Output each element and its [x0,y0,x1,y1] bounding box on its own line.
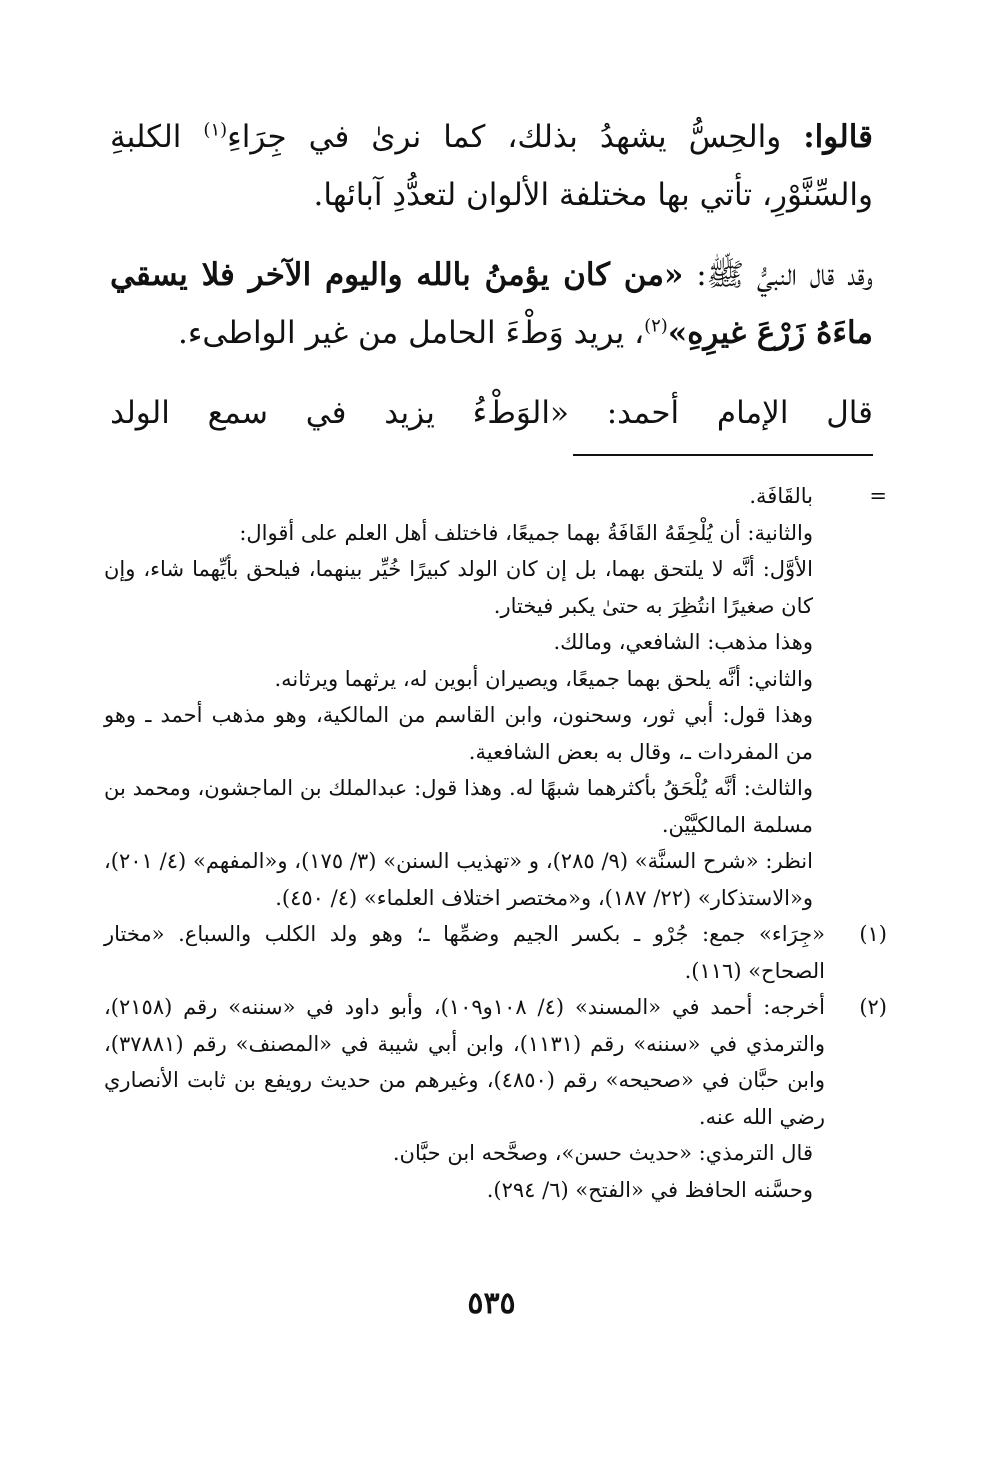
paragraph-1 [110,108,873,224]
main-text [110,108,873,442]
word: أحمد: [606,395,680,431]
footnote-2 [104,989,887,1208]
footnote-line: والثالث: أنَّه يُلْحَقُ بأكثرهما شبهًا له. وهذا قول: عبدالملك بن الماجشون، ومحمد بن مسلمة المالكيَّيْن. [104,776,813,837]
footnote-text: أخرجه: أحمد في «المسند» (٤/ ١٠٨و١٠٩)، وأبو داود في «سننه» رقم (٢١٥٨)، والترمذي في «سننه» رقم (١١٣١)، وابن أبي شيبة في «المصنف» رقم (٣٧٨٨١)، وابن حبَّان في «صحيحه» رقم (٤٨٥٠)، وغيرهم من حديث رويفع بن ثابت الأنصاري رضي الله عنه. [104,995,825,1129]
footnote-line: الأوَّل: أنَّه لا يلتحق بهما، بل إن كان الولد كبيرًا خُيِّر بينهما، فيلحق بأيِّهما شاء، وإن كان صغيرًا انتُظِرَ به حتىٰ يكبر فيختار. [104,557,813,618]
paragraph-2-text-2: ، يريد وَطْءَ الحامل من غير الواطىء. [178,315,645,351]
word: قال [826,395,873,431]
footnote-line: والثاني: أنَّه يلحق بهما جميعًا، ويصيران أبوين له، يرثهما ويرثانه. [274,666,813,691]
paragraph-2 [110,246,873,362]
word: الإمام [716,395,789,431]
paragraph-2-text: وقد قال النبيُّ ﷺ: [696,257,873,293]
footnote-text: قال الترمذي: «حديث حسن»، وصحَّحه ابن حبَّان. [392,1141,813,1165]
footnotes [104,478,887,1208]
paragraph-1-text-2: الكلبةِ والسِّنَّوْرِ، تأتي بها مختلفة الألوان لتعدُّدِ آبائها. [110,119,873,213]
footnote-line: وهذا مذهب: الشافعي، ومالك. [553,630,813,654]
footnote-text: «جِرَاء» جمع: جُرْو ـ بكسر الجيم وضمِّها ـ؛ وهو ولد الكلب والسباع. «مختار الصحاح» (١١٦). [104,922,825,983]
footnote-ref-1: (١) [203,119,228,141]
page-number: ٥٣٥ [467,1286,516,1321]
word: الولد [110,395,170,431]
continuation-marker: = [869,484,887,508]
footnote-separator [573,454,873,456]
paragraph-1-label: قالوا: [803,119,873,155]
footnote-line: والثانية: أن يُلْحِقَهُ القَافَةُ بهما جميعًا، فاختلف أهل العلم على أقوال: [239,520,813,545]
paragraph-1-text: والحِسُّ يشهدُ بذلك، كما نرىٰ في جِرَاءِ [227,119,782,155]
paragraph-3 [110,384,873,442]
footnote-line: بالقَافَة. [749,484,813,508]
word: يزيد [384,395,435,431]
word: سمع [207,395,269,431]
hadith-quote: «من كان يؤمنُ بالله واليوم الآخر فلا يسقي ماءَهُ زَرْعَ غيرِهِ» [110,257,873,351]
word: «الوَطْءُ [472,395,569,431]
word: في [305,395,347,431]
footnote-number: (١) [859,922,887,946]
footnote-ref-2: (٢) [644,315,668,337]
footnote-1 [104,916,887,989]
footnote-line: وهذا قول: أبي ثور، وسحنون، وابن القاسم من المالكية، وهو مذهب أحمد ـ وهو من المفردات ـ، وقال به بعض الشافعية. [104,703,813,764]
footnote-continuation [104,478,887,916]
footnote-number: (٢) [859,995,887,1019]
footnote-text: وحسَّنه الحافظ في «الفتح» (٦/ ٢٩٤). [486,1177,813,1202]
footnote-line: انظر: «شرح السنَّة» (٩/ ٢٨٥)، و «تهذيب السنن» (٣/ ١٧٥)، و«المفهم» (٤/ ٢٠١)، و«الاستذكار» (٢٢/ ١٨٧)، و«مختصر اختلاف العلماء» (٤/ ٤٥٠). [104,849,813,910]
